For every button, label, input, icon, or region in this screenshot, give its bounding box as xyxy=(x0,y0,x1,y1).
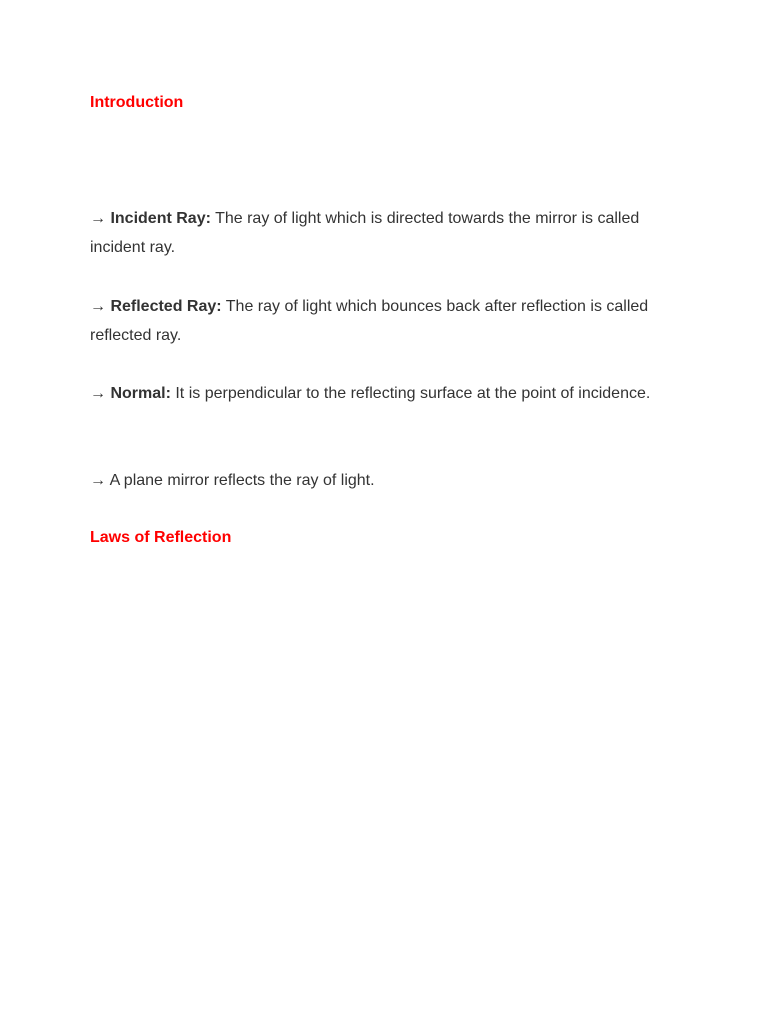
arrow-icon: → xyxy=(90,210,106,227)
arrow-icon: → xyxy=(90,385,106,402)
item-plane-mirror xyxy=(90,466,690,495)
term-reflected-ray: Reflected Ray: xyxy=(110,298,222,315)
term-normal: Normal: xyxy=(110,385,171,402)
heading-introduction: Introduction xyxy=(90,94,184,111)
item-reflected-ray xyxy=(90,292,690,350)
statement-plane-mirror: A plane mirror reflects the ray of light. xyxy=(109,472,375,489)
arrow-icon: → xyxy=(90,472,106,489)
definition-normal: It is perpendicular to the reflecting surface at the point of incidence. xyxy=(175,385,651,402)
definition-incident-ray: The ray of light which is directed towards the mirror is called incident ray. xyxy=(90,210,640,256)
item-normal xyxy=(90,379,690,408)
heading-laws-of-reflection: Laws of Reflection xyxy=(90,529,232,546)
arrow-icon: → xyxy=(90,298,106,315)
term-incident-ray: Incident Ray: xyxy=(110,210,211,227)
definition-reflected-ray: The ray of light which bounces back after reflection is called reflected ray. xyxy=(90,298,649,344)
item-incident-ray xyxy=(90,204,690,262)
